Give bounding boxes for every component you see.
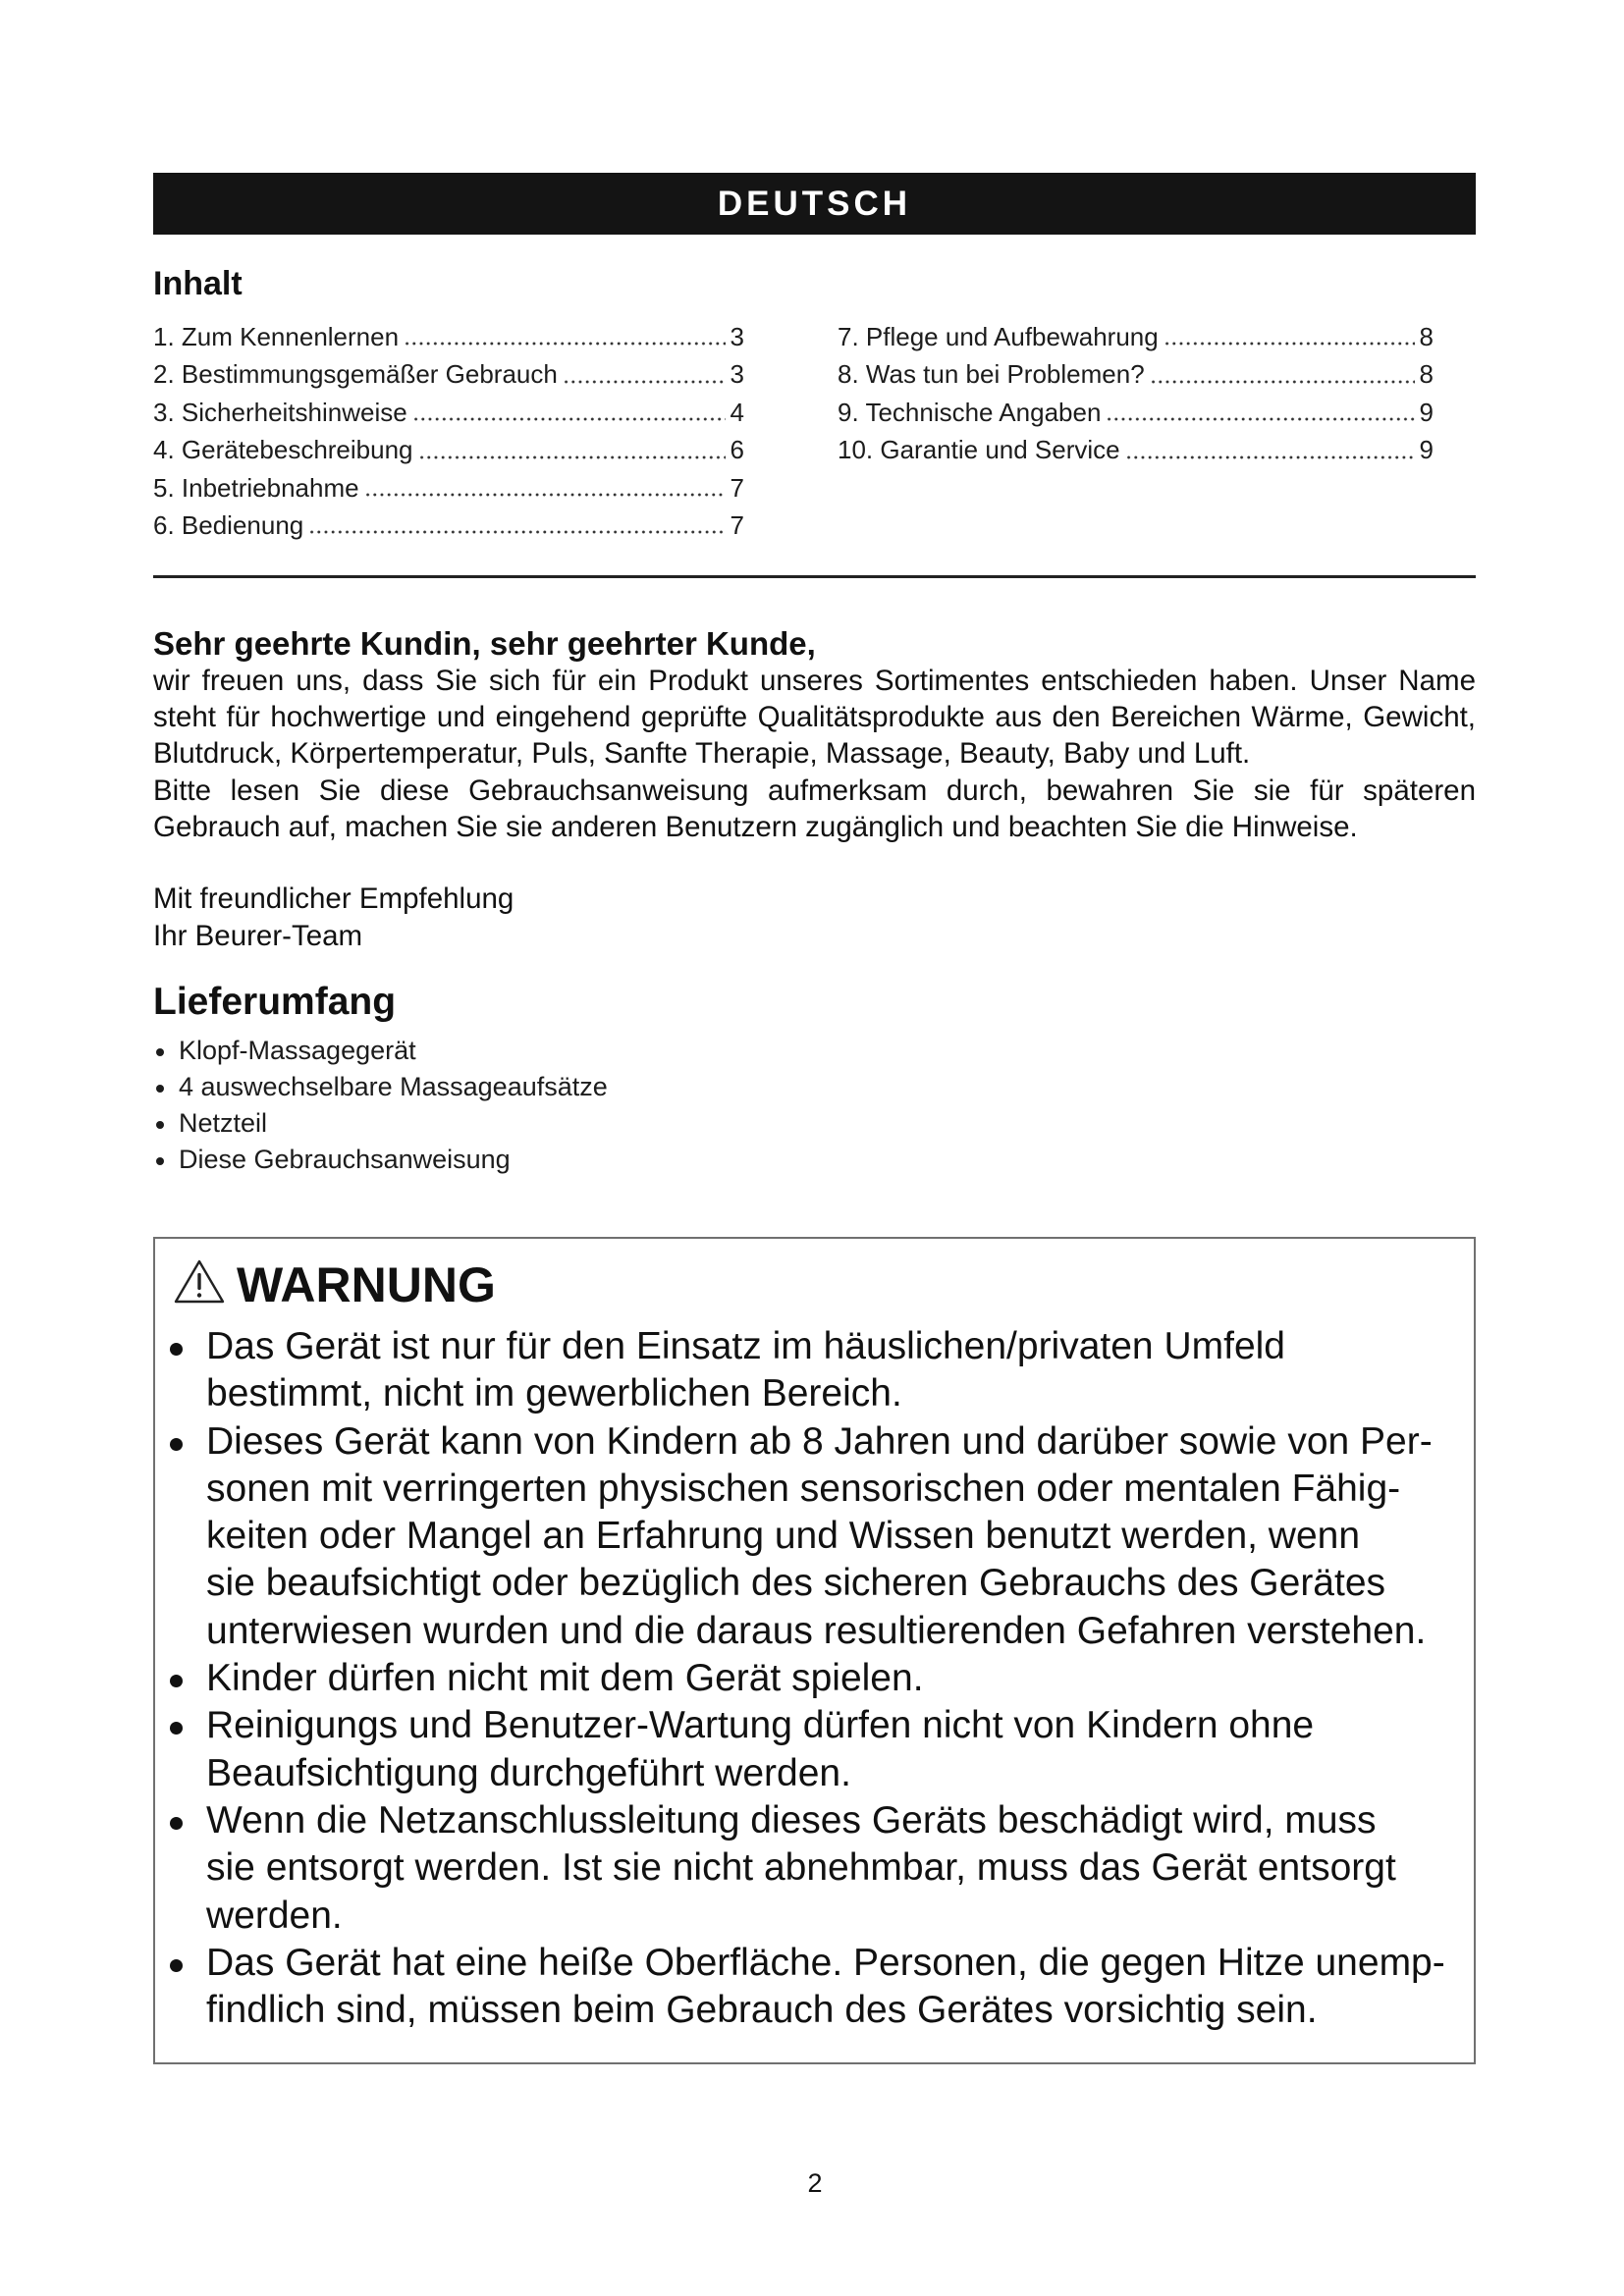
toc-entry-page: 8 — [1419, 359, 1434, 390]
warning-item — [169, 1940, 1445, 2035]
toc-entry — [838, 318, 1434, 355]
greeting-title: Sehr geehrte Kundin, sehr geehrter Kunde, — [153, 625, 816, 662]
toc-dot-leader — [1125, 455, 1415, 459]
text-line: Bitte lesen Sie diese Gebrauchsanweisung aufmerksam durch, bewahren Sie sie für späteren — [153, 774, 1476, 807]
toc-dot-leader — [1164, 342, 1415, 346]
warning-line: Reinigungs und Benutzer-Wartung dürfen nicht von Kindern ohne — [206, 1704, 1315, 1747]
warning-item — [169, 1797, 1445, 1940]
toc-entry-page: 7 — [730, 509, 744, 540]
closing-line: Mit freundlicher Empfehlung — [153, 882, 514, 915]
warning-line: Beaufsichtigung durchgeführt werden. — [206, 1751, 851, 1794]
toc-entry — [153, 507, 744, 544]
warning-line: sonen mit verringerten physischen sensorischen oder mentalen Fähig- — [206, 1467, 1401, 1510]
warning-line: Wenn die Netzanschlussleitung dieses Geräts beschädigt wird, muss — [206, 1798, 1377, 1842]
toc-entry — [838, 394, 1434, 431]
toc-entry-label: 1. Zum Kennenlernen — [153, 321, 400, 351]
greeting-paragraph — [153, 773, 1476, 845]
toc-dot-leader — [308, 530, 725, 534]
warning-line: unterwiesen wurden und die daraus resultierenden Gefahren verstehen. — [206, 1609, 1427, 1652]
toc-entry — [153, 318, 744, 355]
toc-entry-label: 8. Was tun bei Problemen? — [838, 359, 1145, 390]
warning-line: findlich sind, müssen beim Gebrauch des Gerätes vorsichtig sein. — [206, 1989, 1318, 2032]
toc-column-left — [153, 318, 744, 544]
warning-box — [153, 1237, 1476, 2064]
toc-entry-page: 9 — [1419, 435, 1434, 465]
warning-title: WARNUNG — [237, 1257, 496, 1312]
warning-triangle-icon — [174, 1258, 225, 1305]
toc-dot-leader — [364, 493, 726, 497]
toc-entry-page: 3 — [730, 321, 744, 351]
toc-column-right — [838, 318, 1434, 469]
section-divider — [153, 575, 1476, 578]
warning-item — [169, 1323, 1445, 1418]
warning-line: Das Gerät ist nur für den Einsatz im häuslichen/privaten Umfeld — [206, 1325, 1285, 1367]
greeting-text — [153, 663, 1476, 845]
toc-entry — [153, 394, 744, 431]
toc-dot-leader — [563, 380, 726, 384]
warning-line: keiten oder Mangel an Erfahrung und Wissen benutzt werden, wenn — [206, 1515, 1361, 1558]
toc-dot-leader — [1150, 380, 1415, 384]
warning-line: sie entsorgt werden. Ist sie nicht abnehmbar, muss das Gerät entsorgt — [206, 1846, 1396, 1890]
toc-entry — [153, 469, 744, 507]
greeting-paragraph — [153, 663, 1476, 773]
list-item: Klopf-Massagegerät — [153, 1033, 608, 1069]
toc-entry-page: 3 — [730, 359, 744, 390]
toc-title: Inhalt — [153, 265, 243, 302]
text-line: wir freuen uns, dass Sie sich für ein Produkt unseres Sortimentes entschieden haben. Unser Name — [153, 665, 1476, 697]
toc-dot-leader — [412, 417, 726, 421]
toc-entry-label: 9. Technische Angaben — [838, 397, 1102, 427]
toc-entry-label: 3. Sicherheitshinweise — [153, 397, 407, 427]
toc-entry — [838, 355, 1434, 393]
warning-list — [169, 1323, 1445, 2034]
toc-entry-page: 6 — [730, 435, 744, 465]
delivery-contents-title: Lieferumfang — [153, 981, 397, 1023]
toc-entry-label: 2. Bestimmungsgemäßer Gebrauch — [153, 359, 558, 390]
toc-entry-label: 4. Gerätebeschreibung — [153, 435, 413, 465]
text-line: Blutdruck, Körpertemperatur, Puls, Sanfte Therapie, Massage, Beauty, Baby und Luft. — [153, 737, 1251, 771]
warning-item — [169, 1702, 1445, 1797]
warning-item — [169, 1655, 1445, 1702]
toc-entry-page: 4 — [730, 397, 744, 427]
toc-entry-page: 7 — [730, 472, 744, 503]
list-item: Diese Gebrauchsanweisung — [153, 1142, 608, 1178]
warning-line: werden. — [206, 1894, 343, 1937]
page-number: 2 — [807, 2168, 823, 2198]
text-line: steht für hochwertige und eingehend geprüfte Qualitätsprodukte aus den Bereichen Wärme, Gewicht, — [153, 701, 1476, 734]
toc-entry-label: 7. Pflege und Aufbewahrung — [838, 321, 1159, 351]
toc-dot-leader — [1106, 417, 1414, 421]
closing-line: Ihr Beurer-Team — [153, 919, 363, 952]
toc-entry-label: 5. Inbetriebnahme — [153, 472, 359, 503]
text-line: Gebrauch auf, machen Sie sie anderen Benutzern zugänglich und beachten Sie die Hinweise. — [153, 810, 1358, 843]
toc-entry-label: 10. Garantie und Service — [838, 435, 1120, 465]
toc-entry — [153, 355, 744, 393]
language-header-bar — [153, 173, 1476, 235]
toc-dot-leader — [418, 455, 726, 459]
list-item: 4 auswechselbare Massageaufsätze — [153, 1069, 608, 1105]
toc-dot-leader — [404, 342, 725, 346]
warning-line: Das Gerät hat eine heiße Oberfläche. Personen, die gegen Hitze unemp- — [206, 1941, 1445, 1984]
delivery-contents-list — [153, 1033, 608, 1178]
closing-signoff — [153, 881, 514, 954]
warning-line: Kinder dürfen nicht mit dem Gerät spielen. — [206, 1657, 924, 1700]
toc-entry — [838, 431, 1434, 468]
toc-entry — [153, 431, 744, 468]
list-item: Netzteil — [153, 1105, 608, 1142]
warning-line: sie beaufsichtigt oder bezüglich des sicheren Gebrauchs des Gerätes — [206, 1562, 1386, 1605]
toc-entry-page: 9 — [1419, 397, 1434, 427]
toc-entry-page: 8 — [1419, 321, 1434, 351]
warning-item — [169, 1418, 1445, 1655]
toc-entry-label: 6. Bedienung — [153, 509, 304, 540]
warning-line: Dieses Gerät kann von Kindern ab 8 Jahren und darüber sowie von Per- — [206, 1419, 1433, 1463]
language-label: DEUTSCH — [717, 185, 912, 223]
warning-line: bestimmt, nicht im gewerblichen Bereich. — [206, 1372, 902, 1415]
